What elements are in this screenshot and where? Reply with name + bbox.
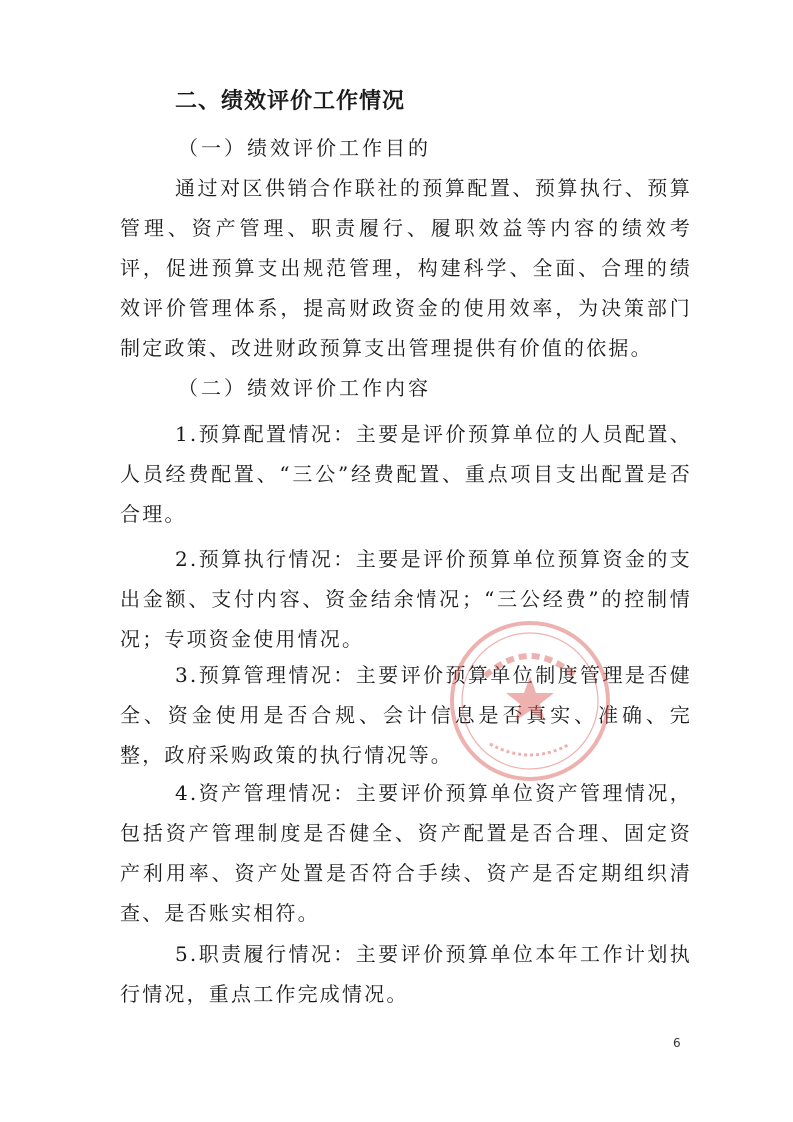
section-heading: 二、绩效评价工作情况	[175, 89, 406, 114]
paragraph-purpose: 通过对区供销合作联社的预算配置、预算执行、预算管理、资产管理、职责履行、履职效益等内容的绩效考评，促进预算支出规范管理，构建科学、全面、合理的绩效评价管理体系，提高财政资金的使用效率，为决策部门制定政策、改进财政预算支出管理提供有价值的依据。	[120, 176, 692, 360]
list-item-asset-management: 4.资产管理情况：主要评价预算单位资产管理情况，包括资产管理制度是否健全、资产配置是否合理、固定资产利用率、资产处置是否符合手续、资产是否定期组织清查、是否账实相符。	[120, 781, 692, 925]
list-item-budget-execution: 2.预算执行情况：主要是评价预算单位预算资金的支出金额、支付内容、资金结余情况；“三公经费”的控制情况；专项资金使用情况。	[120, 547, 692, 651]
list-item-budget-management: 3.预算管理情况：主要评价预算单位制度管理是否健全、资金使用是否合规、会计信息是否真实、准确、完整，政府采购政策的执行情况等。	[120, 663, 692, 767]
list-item-duty-performance: 5.职责履行情况：主要评价预算单位本年工作计划执行情况，重点工作完成情况。	[120, 942, 692, 1006]
subsection-heading-purpose: （一）绩效评价工作目的	[178, 136, 431, 160]
subsection-heading-content: （二）绩效评价工作内容	[178, 376, 431, 400]
list-item-budget-allocation: 1.预算配置情况：主要是评价预算单位的人员配置、人员经费配置、“三公”经费配置、重点项目支出配置是否合理。	[120, 422, 692, 526]
page-number: 6	[673, 1036, 681, 1050]
